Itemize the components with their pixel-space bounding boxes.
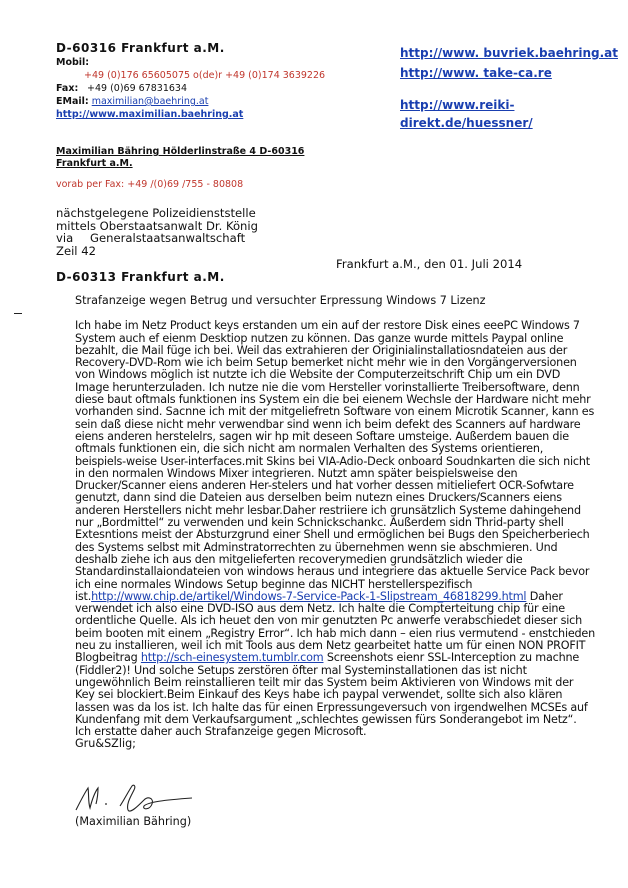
fax-note: vorab per Fax: +49 /(0)69 /755 - 80808 bbox=[56, 179, 244, 190]
return-address-line2: Frankfurt a.M. bbox=[56, 158, 133, 169]
subject-line: Strafanzeige wegen Betrug und versuchter Erpressung Windows 7 Lizenz bbox=[75, 294, 486, 307]
body-text bbox=[75, 320, 595, 738]
recipient-line1: nächstgelegene Polizeidienststelle bbox=[56, 206, 256, 220]
link-reiki-line2 bbox=[400, 114, 610, 132]
link-take-care[interactable]: http://www. take-ca.re bbox=[400, 66, 552, 80]
chip-link[interactable]: http://www.chip.de/artikel/Windows-7-Service-Pack-1-Slipstream_46818299.html bbox=[91, 589, 527, 603]
link-buvriek[interactable]: http://www. buvriek.baehring.at bbox=[400, 46, 618, 60]
signer-name: (Maximilian Bähring) bbox=[75, 815, 192, 828]
website-link[interactable]: http://www.maximilian.baehring.at bbox=[56, 109, 244, 120]
recipient-line3-rest: Generalstaatsanwaltschaft bbox=[90, 231, 246, 246]
body-paragraph-3: Screenshots eienr SSL-Interception zu machne (Fiddler2)! Und solche Setups zerstören öfter mal Systeminstallationen das ist nicht ungewöhnlich Beim reinstallieren teilt mir das System beim Aktivieren von Windows mit der Key sei blockiert.Beim Einkauf des Keys habe ich paypal verwendet, sollte sich also klären lassen was da los ist. Ich halte das für einen Erpressungeversuch von irgendwelhen MCSEs auf Kundenfang mit dem Verkaufsargument „schlechtes gewissen fürs Sonderangebot im Netz“. Ich erstatte daher auch Strafanzeige gegen Microsoft. bbox=[75, 651, 588, 739]
signature bbox=[68, 780, 208, 816]
closing: Gru&SZlig; bbox=[75, 737, 136, 751]
mobil-value: +49 (0)176 65605075 o(de)r +49 (0)174 3639226 bbox=[84, 70, 326, 81]
mobil-row bbox=[56, 56, 325, 69]
return-address bbox=[56, 146, 304, 170]
recipient-line3 bbox=[56, 232, 258, 245]
body-paragraph-1: Ich habe im Netz Product keys erstanden um ein auf der restore Disk eines eeePC Windows 7 System auch ef eienm Desktiop nutzen zu können. Das ganze wurde mittels Paypal online bezahlt, die Mail füge ich bei. Weil das extrahieren der Originialinstallatiosndateien aus der Recovery-DVD-Rom wie ich beim Setup bemerket nicht mehr wie in den Vorgängerversionen von Windows möglich ist nutzte ich die Website der Computerzeitschrift Chip um ein DVD Image herunterzuladen. Ich nutze nie die vom Hersteller vorinstallierte Treibersoftware, denn diese baut oftmals funktionen ins System ein die bei eienem Wechsle der Hardware nicht mehr vorhanden sind. Sacnne ich mit der mitgeliefretn Software von einem Microtik Scanner, kann es sein daß diese nicht mehr verwendbar sind wenn ich beim defekt des Scanners auf hardware eiens anderen herstelelrs, sagen wir hp mit deseen Softare umsteige. Außerdem bauen die oftmals funktionen ein, die sich nicht am normalen Verhalten des Systems orientieren, beispiels-weise User-interfaces.mit Skins bei VIA-Adio-Deck onboard Soudnkarten die sich nicht in den normalen Windows Mixer integrieren. Nutzt amn später beispielsweise den Drucker/Scanner eiens anderen Her-stelers und hat vorher dessen mitieliefert OCR-Sofwtare genutzt, dann sind die Dateien aus derselben beim nutezn eines Druckers/Scanners eiens anderen Herstellers nicht mehr lesbar.Daher restriiere ich grunsätzlich Systeme dahingehend nur „Bordmittel“ zu verwenden und kein Schnickschankc. Außerdem sidn Thrid-party shell Extesntions meist der Absturzgrund einer Shell und ermöglichen bei Bugs den Speicherberiech des Systems selbst mit Adminstratorrechten zu übernehmen wenn sie abschmieren. Und deshalb ziehe ich aus den mitgelieferten recoverymedien grundsätzlich wieder die Standardinstallaiondateien von windows heraus und integriere das aktuelle Service Pack bevor ich eine normales Windows Setup beginne das NICHT herstellerspezifisch ist. bbox=[75, 319, 595, 603]
email-label: EMail: bbox=[56, 96, 89, 107]
fax-row bbox=[56, 82, 325, 95]
link-reiki-path[interactable]: /huessner/ bbox=[461, 116, 533, 130]
fax-value: +49 (0)69 67831634 bbox=[87, 83, 188, 94]
email-row bbox=[56, 95, 325, 108]
recipient-block bbox=[56, 207, 258, 257]
header-links bbox=[400, 44, 618, 132]
body-paragraph-2: Daher verwendet ich also eine DVD-ISO aus dem Netz. Ich halte die Compterteitung chip für eine ordentliche Quelle. Als ich heuet den von mir genutzten Pc anwerfe verabschiedet dieser sich beim booten mit einem „Registry Error“. Ich hab mich dann – eien rius vermutend - enstchieden neu zu installieren, weil ich mit Tools aus dem Netz gearbeitet hatte um für einen NON PROFIT Blogbeitrag bbox=[75, 589, 596, 665]
email-link[interactable]: maximilian@baehring.at bbox=[91, 96, 209, 107]
sender-block bbox=[56, 40, 325, 121]
mobil-value-row bbox=[56, 69, 325, 82]
recipient-line2: mittels Oberstaatsanwalt Dr. König bbox=[56, 218, 258, 233]
sender-city: D-60316 Frankfurt a.M. bbox=[56, 41, 225, 55]
recipient-city: D-60313 Frankfurt a.M. bbox=[56, 270, 225, 284]
link-reiki-line1[interactable]: http://www.reiki- bbox=[400, 98, 515, 112]
date-line: Frankfurt a.M., den 01. Juli 2014 bbox=[336, 257, 523, 271]
margin-mark bbox=[14, 313, 22, 314]
recipient-via: via bbox=[56, 231, 74, 246]
website-row bbox=[56, 108, 325, 121]
tumblr-link[interactable]: http://sch-einesystem.tumblr.com bbox=[140, 651, 324, 665]
mobil-label: Mobil: bbox=[56, 57, 90, 68]
link-reiki-domain[interactable]: direkt.de bbox=[400, 116, 462, 130]
return-address-line1: Maximilian Bähring Hölderlinstraße 4 D-60316 bbox=[56, 146, 305, 157]
recipient-line4: Zeil 42 bbox=[56, 243, 96, 258]
fax-label: Fax: bbox=[56, 83, 79, 94]
letter-body bbox=[75, 295, 595, 751]
